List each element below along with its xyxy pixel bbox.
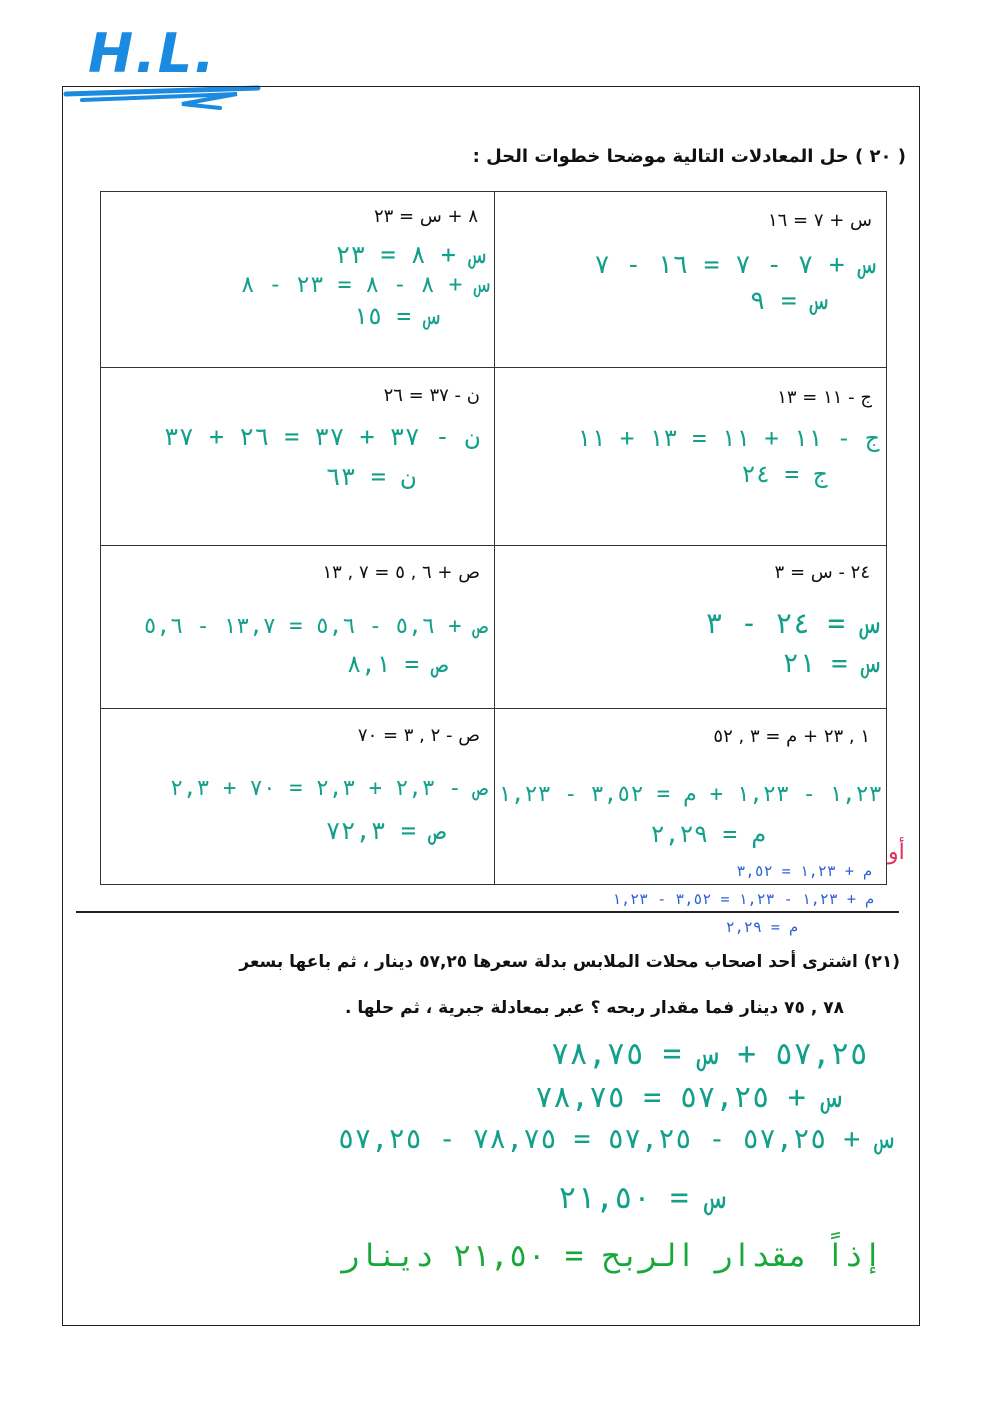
step-cell-2-2: س + ٨ - ٨ = ٢٣ - ٨ [240,272,490,298]
alt-step-1: م + ١,٢٣ = ٣,٥٢ [736,862,872,880]
alternative-marker: أو [888,840,905,865]
equation-cell-7: ١ , ٢٣ + م = ٣ , ٥٢ [713,726,870,747]
q21-step-1: ٥٧,٢٥ + س = ٧٨,٧٥ [550,1036,868,1072]
grid-column-divider [494,192,495,884]
step-cell-6-2: ص = ٨,١ [346,650,448,678]
question-20-title: ( ٢٠ ) حل المعادلات التالية موضحا خطوات الحل : [472,146,906,167]
equation-cell-8: ص - ٢ , ٣ = ٧٠ [357,725,480,746]
step-cell-1-2: س = ٩ [749,286,828,316]
alt-step-2: م + ١,٢٣ - ١,٢٣ = ٣,٥٢ - ١,٢٣ [612,890,874,908]
equation-cell-1: س + ٧ = ١٦ [767,210,872,231]
q21-final-answer: إذاً مقدار الربح = ٢١,٥٠ دينار [340,1238,882,1274]
step-cell-6-1: ص + ٥,٦ - ٥,٦ = ١٣,٧ - ٥,٦ [143,614,488,639]
step-cell-7-2: م = ٢,٢٩ [650,820,766,848]
equation-cell-4: ن - ٣٧ = ٢٦ [383,385,480,406]
grid-row-divider [101,708,886,709]
step-cell-5-1: س = ٢٤ - ٣ [705,606,880,640]
q21-step-2: س + ٥٧,٢٥ = ٧٨,٧٥ [534,1080,842,1115]
grid-row-divider [101,545,886,546]
step-cell-1-1: س + ٧ - ٧ = ١٦ - ٧ [594,250,876,280]
equation-cell-6: ص + ٦ , ٥ = ٧ , ١٣ [322,562,480,583]
step-cell-2-1: س + ٨ = ٢٣ [335,240,486,269]
step-cell-5-2: س = ٢١ [782,648,880,679]
step-cell-4-2: ن = ٦٣ [325,462,416,491]
step-cell-3-1: ج - ١١ + ١١ = ١٣ + ١١ [576,424,880,452]
q21-step-3: س + ٥٧,٢٥ - ٥٧,٢٥ = ٧٨,٧٥ - ٥٧,٢٥ [337,1122,894,1155]
section-divider [76,911,899,913]
equation-cell-5: ٢٤ - س = ٣ [774,562,870,583]
equation-cell-2: ٨ + س = ٢٣ [373,206,478,227]
equation-cell-3: ج - ١١ = ١٣ [777,387,872,408]
step-cell-2-3: س = ١٥ [353,302,440,330]
grid-row-divider [101,367,886,368]
alt-step-3: م = ٢,٢٩ [725,918,798,936]
equations-grid [100,191,887,885]
q21-step-4: س = ٢١,٥٠ [558,1180,726,1216]
question-21-line-1: (٢١) اشترى أحد اصحاب محلات الملابس بدلة سعرها ٥٧,٢٥ دينار ، ثم باعها بسعر [239,952,900,972]
step-cell-3-2: ج = ٢٤ [741,460,828,488]
step-cell-8-1: ص - ٢,٣ + ٢,٣ = ٧٠ + ٢,٣ [170,776,488,801]
question-21-line-2: ٧٨ , ٧٥ دينار فما مقدار ربحه ؟ عبر بمعادلة جبرية ، ثم حلها . [345,998,844,1018]
step-cell-7-1: ١,٢٣ - ١,٢٣ + م = ٣,٥٢ - ١,٢٣ [497,782,882,807]
step-cell-8-2: ص = ٧٢,٣ [325,816,446,845]
logo-initials: H.L. [88,22,217,85]
step-cell-4-1: ن - ٣٧ + ٣٧ = ٢٦ + ٣٧ [163,422,480,451]
